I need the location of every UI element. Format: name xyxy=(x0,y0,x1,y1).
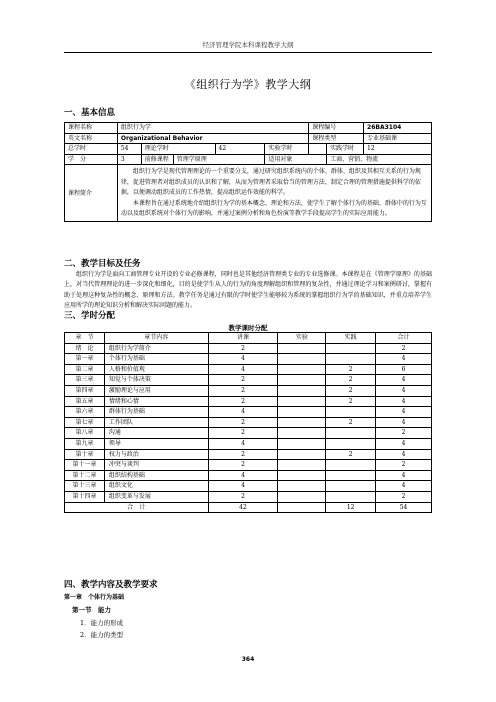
lab-cell xyxy=(278,460,326,471)
schedule-row xyxy=(65,417,432,428)
info-row-intro xyxy=(65,165,432,222)
value-practice-hours: 12 xyxy=(364,144,432,155)
value-total-hours: 54 xyxy=(117,144,141,155)
page-number: 364 xyxy=(241,656,255,663)
content-item: 2．能力的类型 xyxy=(80,631,124,639)
content-cell: 人格和价值观 xyxy=(104,364,208,375)
lecture-cell: 4 xyxy=(208,438,278,449)
label-credits: 学 分 xyxy=(65,154,118,165)
practice-cell xyxy=(326,491,376,502)
practice-cell xyxy=(326,481,376,492)
section-heading-content: 四、教学内容及教学要求 xyxy=(64,580,158,590)
value-course-code: 26BA3104 xyxy=(364,123,432,134)
lab-cell xyxy=(278,385,326,396)
lecture-cell: 2 xyxy=(208,343,278,354)
col-header-lab: 实验 xyxy=(278,333,326,344)
total-cell: 2 xyxy=(376,428,432,439)
value-credits: 3 xyxy=(117,154,141,165)
schedule-row xyxy=(65,375,432,386)
practice-cell xyxy=(326,470,376,481)
total-cell: 4 xyxy=(376,375,432,386)
info-row xyxy=(65,144,432,155)
lab-cell xyxy=(278,481,326,492)
course-intro-text xyxy=(117,165,431,222)
label-prerequisite: 前修课程 xyxy=(141,154,173,165)
lab-cell xyxy=(278,470,326,481)
schedule-row xyxy=(65,438,432,449)
header-rule xyxy=(64,52,432,53)
label-total-hours: 总学时 xyxy=(65,144,118,155)
total-cell: 4 xyxy=(376,417,432,428)
value-course-type: 专业基础课 xyxy=(364,133,432,144)
practice-cell: 2 xyxy=(326,396,376,407)
label-practice-hours: 实践学时 xyxy=(327,144,364,155)
lab-cell xyxy=(278,428,326,439)
course-intro-paragraph: 本课程旨在通过系统地介绍组织行为学的基本概念、理论和方法，使学生了解个体行为的基础、群体中的行为互动以及组织系统对个体行为的影响，并通过案例分析和角色扮演等教学手段提高学生的实际应用能力。 xyxy=(120,199,427,217)
lecture-cell: 2 xyxy=(208,449,278,460)
content-cell: 知觉与个体决策 xyxy=(104,375,208,386)
section-heading-basic-info: 一、基本信息 xyxy=(64,108,116,118)
content-cell: 个体行为基础 xyxy=(104,354,208,365)
practice-cell: 2 xyxy=(326,417,376,428)
chapter-cell: 第十三章 xyxy=(65,481,105,492)
practice-cell: 2 xyxy=(326,375,376,386)
schedule-header-row xyxy=(65,333,432,344)
lab-cell xyxy=(278,364,326,375)
schedule-row xyxy=(65,470,432,481)
lab-cell xyxy=(278,491,326,502)
content-cell: 权力与政治 xyxy=(104,449,208,460)
schedule-row xyxy=(65,343,432,354)
lecture-cell: 2 xyxy=(208,491,278,502)
chapter-cell: 第一章 xyxy=(65,354,105,365)
content-cell: 冲突与谈判 xyxy=(104,460,208,471)
schedule-row xyxy=(65,428,432,439)
running-header: 经济管理学院本科课程教学大纲 xyxy=(202,41,294,49)
chapter-cell: 第二章 xyxy=(65,364,105,375)
label-english-name: 英文名称 xyxy=(65,133,118,144)
label-audience: 适用对象 xyxy=(265,154,327,165)
col-header-chapter: 章 节 xyxy=(65,333,105,344)
total-cell: 4 xyxy=(376,481,432,492)
chapter-cell: 第九章 xyxy=(65,438,105,449)
value-audience: 工商、营销、物流 xyxy=(327,154,432,165)
lab-cell xyxy=(278,449,326,460)
total-cell: 4 xyxy=(376,385,432,396)
practice-cell xyxy=(326,407,376,418)
practice-cell: 2 xyxy=(326,364,376,375)
schedule-row xyxy=(65,407,432,418)
total-cell: 4 xyxy=(376,470,432,481)
value-course-name: 组织行为学 xyxy=(117,123,308,134)
lecture-cell: 2 xyxy=(208,428,278,439)
total-label: 合 计 xyxy=(65,502,209,513)
total-practice: 12 xyxy=(326,502,376,513)
chapter-cell: 第十二章 xyxy=(65,470,105,481)
chapter-heading: 第一章 个体行为基础 xyxy=(64,594,125,601)
label-course-name: 课程名称 xyxy=(65,123,118,134)
lab-cell xyxy=(278,407,326,418)
schedule-row xyxy=(65,364,432,375)
section-heading: 第一节 能力 xyxy=(72,606,111,614)
lecture-cell: 4 xyxy=(208,354,278,365)
value-theory-hours: 42 xyxy=(215,144,265,155)
chapter-cell: 第十章 xyxy=(65,449,105,460)
info-row xyxy=(65,123,432,134)
total-cell: 4 xyxy=(376,449,432,460)
col-header-lecture: 讲课 xyxy=(208,333,278,344)
total-cell: 2 xyxy=(376,343,432,354)
total-lecture: 42 xyxy=(208,502,278,513)
lab-cell xyxy=(278,417,326,428)
schedule-total-row xyxy=(65,502,432,513)
schedule-row xyxy=(65,491,432,502)
chapter-cell: 第十一章 xyxy=(65,460,105,471)
schedule-row xyxy=(65,449,432,460)
content-item: 1．能力的形成 xyxy=(80,619,124,627)
content-cell: 领导 xyxy=(104,438,208,449)
practice-cell xyxy=(326,354,376,365)
total-cell: 4 xyxy=(376,396,432,407)
total-lab xyxy=(278,502,326,513)
chapter-cell: 第六章 xyxy=(65,407,105,418)
total-cell: 4 xyxy=(376,407,432,418)
total-cell: 4 xyxy=(376,354,432,365)
total-sum: 54 xyxy=(376,502,432,513)
schedule-caption: 教学课时分配 xyxy=(228,324,268,332)
content-cell: 组织文化 xyxy=(104,481,208,492)
lecture-cell: 4 xyxy=(208,407,278,418)
info-row xyxy=(65,154,432,165)
practice-cell xyxy=(326,460,376,471)
course-intro-paragraph: 组织行为学是现代管理理论的一个重要分支，通过研究组织系统内的个体、群体、组织及其相互关系的行为规律，促进管理者对组织成员的认识和了解，从而为管理者采取恰当的管理方法、制定合理的管理措施提供科学的依据，以便调动组织成员的工作热情，提高组织运作效能的科学。 xyxy=(120,168,421,197)
practice-cell xyxy=(326,343,376,354)
schedule-row xyxy=(65,481,432,492)
schedule-row xyxy=(65,354,432,365)
lecture-cell: 2 xyxy=(208,460,278,471)
lecture-cell: 2 xyxy=(208,375,278,386)
lab-cell xyxy=(278,396,326,407)
lecture-cell: 4 xyxy=(208,470,278,481)
section-heading-hours: 三、学时分配 xyxy=(64,311,116,321)
content-cell: 沟通 xyxy=(104,428,208,439)
label-course-type: 课程类型 xyxy=(309,133,364,144)
practice-cell xyxy=(326,438,376,449)
value-english-name: Organizational Behavior xyxy=(117,133,308,144)
chapter-cell: 绪 论 xyxy=(65,343,105,354)
lecture-cell: 2 xyxy=(208,396,278,407)
hours-allocation-table xyxy=(64,332,432,513)
value-prerequisite: 管理学原理 xyxy=(173,154,265,165)
schedule-row xyxy=(65,385,432,396)
chapter-cell: 第四章 xyxy=(65,385,105,396)
info-row xyxy=(65,133,432,144)
schedule-row xyxy=(65,396,432,407)
col-header-practice: 实践 xyxy=(326,333,376,344)
total-cell: 6 xyxy=(376,364,432,375)
content-cell: 组织行为学简介 xyxy=(104,343,208,354)
lab-cell xyxy=(278,438,326,449)
content-cell: 激励理论与应用 xyxy=(104,385,208,396)
content-cell: 情绪和心情 xyxy=(104,396,208,407)
total-cell: 2 xyxy=(376,491,432,502)
col-header-total: 合计 xyxy=(376,333,432,344)
label-theory-hours: 理论学时 xyxy=(141,144,215,155)
schedule-row xyxy=(65,460,432,471)
content-cell: 组织结构基础 xyxy=(104,470,208,481)
lecture-cell: 2 xyxy=(208,385,278,396)
practice-cell: 2 xyxy=(326,385,376,396)
practice-cell xyxy=(326,428,376,439)
chapter-cell: 第十四章 xyxy=(65,491,105,502)
col-header-content: 章节内容 xyxy=(104,333,208,344)
chapter-cell: 第八章 xyxy=(65,428,105,439)
total-cell: 4 xyxy=(376,438,432,449)
lecture-cell: 4 xyxy=(208,364,278,375)
basic-info-table xyxy=(64,122,432,222)
total-cell: 2 xyxy=(376,460,432,471)
lecture-cell: 4 xyxy=(208,481,278,492)
content-cell: 组织变革与发展 xyxy=(104,491,208,502)
chapter-cell: 第七章 xyxy=(65,417,105,428)
chapter-cell: 第五章 xyxy=(65,396,105,407)
value-lab-hours xyxy=(309,144,327,155)
document-title: 《组织行为学》教学大纲 xyxy=(184,78,312,91)
label-lab-hours: 实验学时 xyxy=(265,144,309,155)
content-cell: 群体行为基础 xyxy=(104,407,208,418)
label-course-code: 课程编号 xyxy=(309,123,364,134)
lab-cell xyxy=(278,375,326,386)
chapter-cell: 第三章 xyxy=(65,375,105,386)
goals-paragraph: 组织行为学是面向工商管理专业开设的专业必修课程，同时也是其他经济管理类专业的专业选修课。本课程是在《管理学原理》的基础上，对当代管理理论的进一步深化和细化，目的是使学生从人的行为的角度理解组织和管理的复杂性，并通过理论学习和案例研讨，掌握有助于处理这种复杂性的概念、原理和方法。教学任务是通过有限的学时使学生能够较为系统的掌握组织行为学的基础知识，并重点培养学生应用所学的理论知识分析和解决实际问题的能力。 xyxy=(64,271,432,310)
practice-cell: 2 xyxy=(326,449,376,460)
lecture-cell: 2 xyxy=(208,417,278,428)
lab-cell xyxy=(278,354,326,365)
lab-cell xyxy=(278,343,326,354)
section-heading-goals: 二、教学目标及任务 xyxy=(64,259,141,269)
label-course-intro: 课程简介 xyxy=(65,165,118,222)
content-cell: 工作团队 xyxy=(104,417,208,428)
